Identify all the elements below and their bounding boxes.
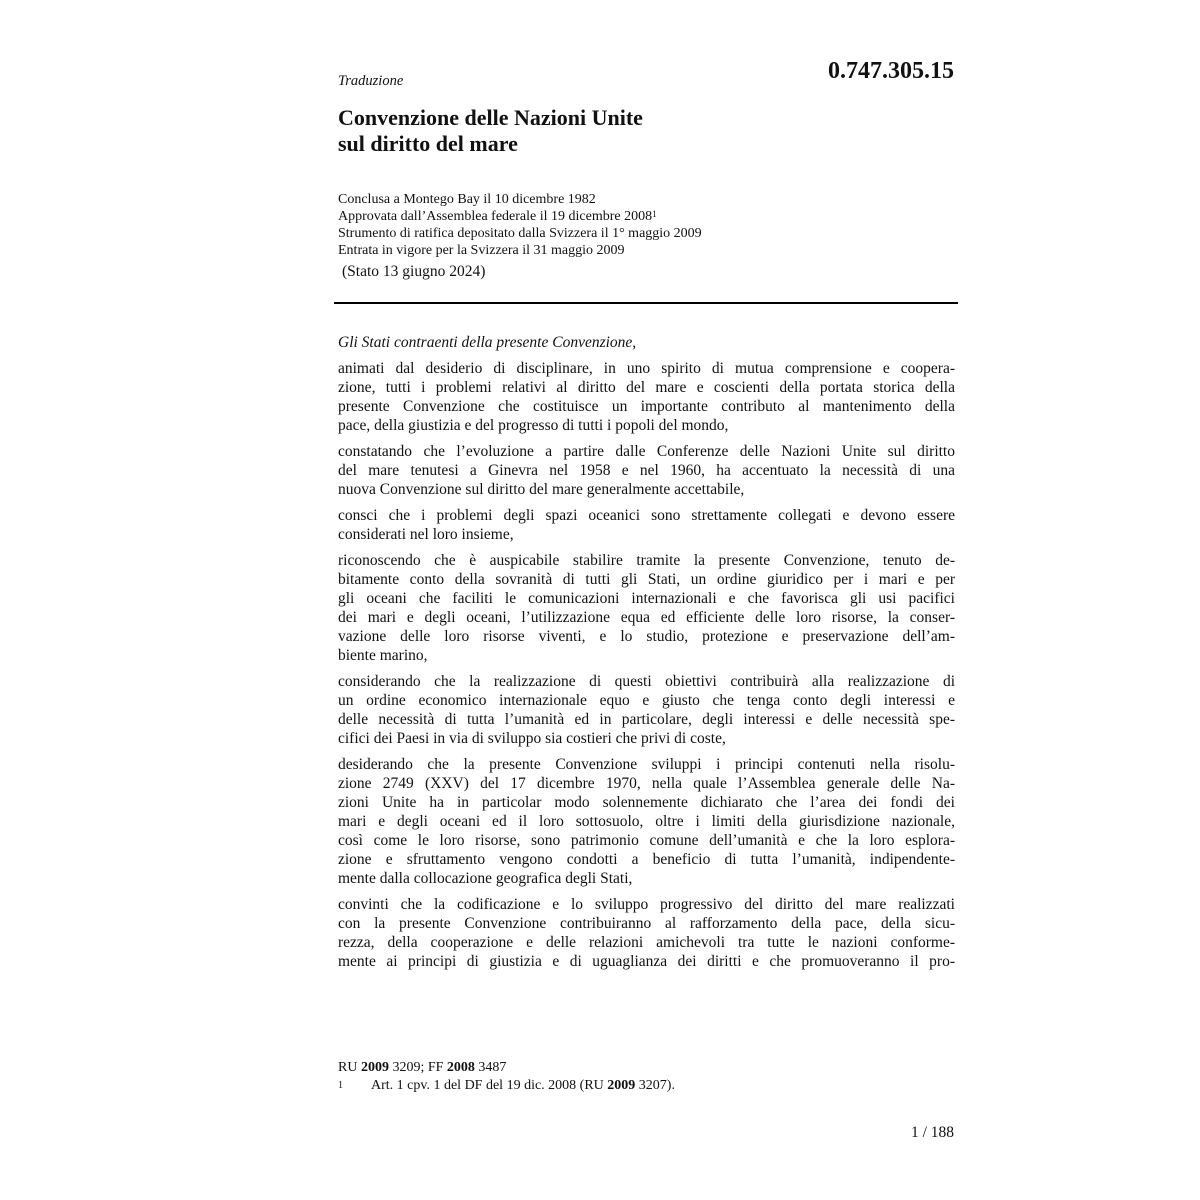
- meta-concluded: Conclusa a Montego Bay il 10 dicembre 1982: [338, 192, 596, 207]
- paragraph-line: presente Convenzione che costituisce un importante contributo al mantenimento della: [338, 398, 955, 415]
- paragraph-line: mente dalla collocazione geografica degli Stati,: [338, 870, 633, 887]
- paragraph-line: convinti che la codificazione e lo sviluppo progressivo del diritto del mare realizzati: [338, 896, 955, 913]
- paragraph-line: zione, tutti i problemi relativi al diritto del mare e coscienti della portata storica della: [338, 379, 955, 396]
- document-metadata: [338, 191, 702, 259]
- preamble: [338, 333, 955, 978]
- document-title-line: sul diritto del mare: [338, 131, 518, 156]
- paragraph-line: consci che i problemi degli spazi oceanici sono strettamente collegati e devono essere: [338, 507, 955, 524]
- paragraph-line: riconoscendo che è auspicabile stabilire tramite la presente Convenzione, tenuto de-: [338, 552, 955, 569]
- footnote-ref-link[interactable]: 1: [652, 209, 657, 219]
- document-title-line: Convenzione delle Nazioni Unite: [338, 105, 643, 130]
- preamble-paragraph: [338, 895, 955, 971]
- official-references: [338, 1059, 675, 1077]
- header-divider: [334, 302, 958, 304]
- paragraph-line: considerati nel loro insieme,: [338, 526, 514, 543]
- meta-approved: [338, 208, 702, 225]
- footnote-text-end: 3207).: [638, 1078, 675, 1093]
- paragraph-line: constatando che l’evoluzione a partire dalle Conferenze delle Nazioni Unite sul diritto: [338, 443, 955, 460]
- paragraph-line: mente ai principi di giustizia e di uguaglianza dei diritti e che promuoveranno il pro-: [338, 953, 955, 970]
- paragraph-line: dei mari e degli oceani, l’utilizzazione equa ed efficiente delle loro risorse, la conser-: [338, 609, 955, 626]
- meta-ratification: Strumento di ratifica depositato dalla Svizzera il 1° maggio 2009: [338, 226, 702, 241]
- page-number: 1 / 188: [910, 1124, 954, 1141]
- paragraph-line: animati dal desiderio di disciplinare, in uno spirito di mutua comprensione e coopera-: [338, 360, 955, 377]
- meta-entry-into-force: Entrata in vigore per la Svizzera il 31 maggio 2009: [338, 243, 625, 258]
- paragraph-line: biente marino,: [338, 647, 428, 664]
- paragraph-line: zione e sfruttamento vengono condotti a beneficio di tutta l’umanità, indipendente-: [338, 851, 955, 868]
- paragraph-line: zione 2749 (XXV) del 17 dicembre 1970, nella quale l’Assemblea generale delle Na-: [338, 775, 955, 792]
- preamble-paragraph: [338, 551, 955, 665]
- footer-references: [338, 1059, 675, 1095]
- preamble-paragraph: [338, 672, 955, 748]
- paragraph-line: vazione delle loro risorse viventi, e lo studio, protezione e preservazione dell’am-: [338, 628, 955, 645]
- status-date: (Stato 13 giugno 2024): [342, 263, 486, 280]
- footnote-1: [338, 1077, 675, 1095]
- paragraph-line: con la presente Convenzione contribuiranno al rafforzamento della pace, della sicu-: [338, 915, 955, 932]
- ref-ff-page: 3487: [478, 1060, 507, 1075]
- paragraph-line: desiderando che la presente Convenzione sviluppi i principi contenuti nella risolu-: [338, 756, 955, 773]
- preamble-paragraph: [338, 359, 955, 435]
- preamble-paragraph: [338, 755, 955, 888]
- ref-ru-year: 2009: [360, 1060, 389, 1075]
- paragraph-line: delle necessità di tutta l’umanità ed in particolare, degli interessi e delle necessità spe-: [338, 711, 955, 728]
- paragraph-line: del mare tenutesi a Ginevra nel 1958 e nel 1960, ha accentuato la necessità di una: [338, 462, 955, 479]
- paragraph-line: nuova Convenzione sul diritto del mare generalmente accettabile,: [338, 481, 745, 498]
- paragraph-line: bitamente conto della sovranità di tutti gli Stati, un ordine giuridico per i mari e per: [338, 571, 955, 588]
- preamble-paragraph: [338, 506, 955, 544]
- paragraph-line: così come le loro risorse, sono patrimonio comune dell’umanità e che la loro esplora-: [338, 832, 955, 849]
- paragraph-line: considerando che la realizzazione di questi obiettivi contribuirà alla realizzazione di: [338, 673, 955, 690]
- footnote-number: 1: [338, 1080, 343, 1091]
- ref-ru-page: 3209;: [392, 1060, 425, 1075]
- sr-number: 0.747.305.15: [828, 58, 954, 84]
- ref-ff-year: 2008: [446, 1060, 475, 1075]
- ref-ff-label: FF: [427, 1060, 444, 1075]
- paragraph-line: zioni Unite ha in particolar modo solennemente dichiarato che l’area dei fondi dei: [338, 794, 955, 811]
- footnote-year: 2009: [607, 1078, 636, 1093]
- paragraph-line: un ordine economico internazionale equo e giusto che tenga conto degli interessi e: [338, 692, 955, 709]
- paragraph-line: cifici dei Paesi in via di sviluppo sia costieri che privi di coste,: [338, 730, 726, 747]
- footnote-text: Art. 1 cpv. 1 del DF del 19 dic. 2008 (RU: [371, 1078, 604, 1093]
- ref-ru-label: RU: [338, 1060, 358, 1075]
- preamble-paragraph: [338, 442, 955, 499]
- preamble-paragraphs: [338, 359, 955, 971]
- paragraph-line: mari e degli oceani ed il loro sottosuolo, oltre i limiti della giurisdizione nazionale,: [338, 813, 955, 830]
- document-title: [338, 105, 643, 157]
- translation-label: Traduzione: [338, 73, 404, 89]
- meta-approved-text: Approvata dall’Assemblea federale il 19 dicembre 2008: [338, 209, 653, 224]
- paragraph-line: gli oceani che faciliti le comunicazioni internazionali e che favorisca gli usi pacifici: [338, 590, 955, 607]
- paragraph-line: pace, della giustizia e del progresso di tutti i popoli del mondo,: [338, 417, 729, 434]
- document-page: [338, 0, 958, 1200]
- paragraph-line: rezza, della cooperazione e delle relazioni amichevoli tra tutte le nazioni conforme-: [338, 934, 955, 951]
- preamble-intro: Gli Stati contraenti della presente Convenzione,: [338, 334, 637, 351]
